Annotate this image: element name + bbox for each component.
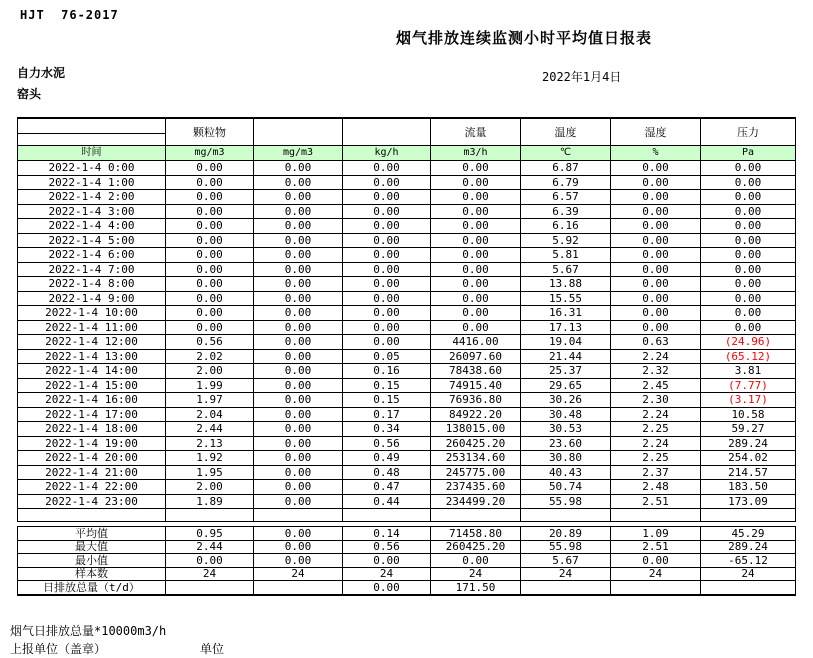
value-cell: 0.00 xyxy=(343,248,431,263)
value-cell: 0.00 xyxy=(611,291,701,306)
timestamp-cell: 2022-1-4 0:00 xyxy=(18,161,166,176)
summary-value-cell: 0.00 xyxy=(166,554,254,568)
value-cell: 2.00 xyxy=(166,480,254,495)
value-cell: 0.00 xyxy=(254,204,343,219)
timestamp-cell: 2022-1-4 18:00 xyxy=(18,422,166,437)
timestamp-cell: 2022-1-4 15:00 xyxy=(18,378,166,393)
value-cell: 3.81 xyxy=(701,364,796,379)
value-cell: 0.00 xyxy=(343,161,431,176)
value-cell: 0.00 xyxy=(611,175,701,190)
company-name: 自力水泥 xyxy=(17,66,66,80)
reporting-unit-seal-label: 上报单位（盖章） xyxy=(10,642,107,656)
value-cell: 0.00 xyxy=(254,248,343,263)
value-cell: 0.00 xyxy=(254,407,343,422)
value-cell: 0.00 xyxy=(431,320,521,335)
value-cell: 1.89 xyxy=(166,494,254,509)
value-cell: 21.44 xyxy=(521,349,611,364)
value-cell: 2.24 xyxy=(611,436,701,451)
summary-value-cell: 45.29 xyxy=(701,527,796,541)
value-cell: 0.00 xyxy=(166,190,254,205)
value-cell: 26097.60 xyxy=(431,349,521,364)
value-cell: 0.00 xyxy=(701,233,796,248)
table-body xyxy=(18,161,796,595)
value-cell: 0.00 xyxy=(254,190,343,205)
value-cell: 0.00 xyxy=(431,291,521,306)
value-cell: 2.24 xyxy=(611,407,701,422)
summary-value-cell xyxy=(254,581,343,595)
value-cell: 30.26 xyxy=(521,393,611,408)
value-cell: 2.02 xyxy=(166,349,254,364)
value-cell: 0.15 xyxy=(343,378,431,393)
value-cell: 0.00 xyxy=(343,204,431,219)
value-cell: 0.00 xyxy=(254,378,343,393)
value-cell: 0.00 xyxy=(431,233,521,248)
column-group-header: 温度 xyxy=(521,118,611,146)
value-cell: 0.00 xyxy=(431,175,521,190)
value-cell: 138015.00 xyxy=(431,422,521,437)
unit-header: mg/m3 xyxy=(166,146,254,161)
value-cell: 6.57 xyxy=(521,190,611,205)
value-cell: 2.37 xyxy=(611,465,701,480)
timestamp-cell: 2022-1-4 12:00 xyxy=(18,335,166,350)
value-cell: 0.00 xyxy=(431,204,521,219)
value-cell: 0.00 xyxy=(431,306,521,321)
summary-value-cell: 20.89 xyxy=(521,527,611,541)
value-cell: 0.00 xyxy=(254,291,343,306)
value-cell: 0.00 xyxy=(166,233,254,248)
value-cell: 0.00 xyxy=(254,306,343,321)
summary-value-cell xyxy=(166,581,254,595)
value-cell: 6.87 xyxy=(521,161,611,176)
value-cell: 0.00 xyxy=(254,465,343,480)
summary-value-cell: 1.09 xyxy=(611,527,701,541)
value-cell: 183.50 xyxy=(701,480,796,495)
value-cell: 0.00 xyxy=(611,320,701,335)
value-cell: 84922.20 xyxy=(431,407,521,422)
summary-value-cell: 71458.80 xyxy=(431,527,521,541)
value-cell: 30.80 xyxy=(521,451,611,466)
timestamp-cell: 2022-1-4 17:00 xyxy=(18,407,166,422)
value-cell: 0.00 xyxy=(254,451,343,466)
time-header-bottom-cell xyxy=(18,134,166,146)
timestamp-cell: 2022-1-4 20:00 xyxy=(18,451,166,466)
value-cell: 10.58 xyxy=(701,407,796,422)
value-cell: 50.74 xyxy=(521,480,611,495)
summary-label-cell: 最大值 xyxy=(18,540,166,554)
value-cell: 0.00 xyxy=(254,277,343,292)
value-cell: 2.30 xyxy=(611,393,701,408)
value-cell: 0.00 xyxy=(166,306,254,321)
value-cell: 6.79 xyxy=(521,175,611,190)
timestamp-cell: 2022-1-4 10:00 xyxy=(18,306,166,321)
value-cell: 0.00 xyxy=(166,320,254,335)
value-cell: 0.63 xyxy=(611,335,701,350)
value-cell: 2.25 xyxy=(611,451,701,466)
value-cell: 0.34 xyxy=(343,422,431,437)
empty-cell xyxy=(254,509,343,522)
value-cell: 0.00 xyxy=(343,306,431,321)
summary-value-cell xyxy=(701,581,796,595)
timestamp-cell: 2022-1-4 3:00 xyxy=(18,204,166,219)
value-cell: 0.00 xyxy=(254,349,343,364)
value-cell: 0.00 xyxy=(343,262,431,277)
value-cell: 0.00 xyxy=(431,190,521,205)
summary-value-cell: 2.51 xyxy=(611,540,701,554)
value-cell: 253134.60 xyxy=(431,451,521,466)
column-group-header xyxy=(254,118,343,146)
summary-value-cell: 24 xyxy=(701,567,796,581)
value-cell: 0.00 xyxy=(431,161,521,176)
value-cell: 0.00 xyxy=(166,248,254,263)
timestamp-cell: 2022-1-4 16:00 xyxy=(18,393,166,408)
value-cell: 0.00 xyxy=(611,277,701,292)
value-cell: 0.00 xyxy=(701,277,796,292)
summary-value-cell: 171.50 xyxy=(431,581,521,595)
value-cell: 0.00 xyxy=(254,335,343,350)
value-cell: 0.00 xyxy=(343,291,431,306)
value-cell: 214.57 xyxy=(701,465,796,480)
value-cell: 0.00 xyxy=(611,248,701,263)
empty-cell xyxy=(18,509,166,522)
summary-value-cell: 260425.20 xyxy=(431,540,521,554)
value-cell: 2.25 xyxy=(611,422,701,437)
value-cell: 0.00 xyxy=(701,262,796,277)
value-cell: 0.00 xyxy=(254,422,343,437)
column-group-header: 流量 xyxy=(431,118,521,146)
value-cell: 0.00 xyxy=(431,219,521,234)
value-cell: 29.65 xyxy=(521,378,611,393)
value-cell: 6.39 xyxy=(521,204,611,219)
value-cell: 0.00 xyxy=(166,175,254,190)
summary-label-cell: 日排放总量（t/d） xyxy=(18,581,166,595)
value-cell: 2.45 xyxy=(611,378,701,393)
value-cell: 234499.20 xyxy=(431,494,521,509)
value-cell: 0.00 xyxy=(166,161,254,176)
summary-value-cell: 0.00 xyxy=(254,527,343,541)
value-cell: 2.51 xyxy=(611,494,701,509)
time-column-label: 时间 xyxy=(18,146,166,161)
value-cell: 59.27 xyxy=(701,422,796,437)
value-cell: 0.00 xyxy=(343,335,431,350)
value-cell: 0.16 xyxy=(343,364,431,379)
empty-cell xyxy=(611,509,701,522)
summary-value-cell: 0.95 xyxy=(166,527,254,541)
timestamp-cell: 2022-1-4 14:00 xyxy=(18,364,166,379)
station-name: 窑头 xyxy=(17,87,42,101)
value-cell: 30.53 xyxy=(521,422,611,437)
value-cell: 0.00 xyxy=(701,204,796,219)
unit-header: kg/h xyxy=(343,146,431,161)
unit-header: m3/h xyxy=(431,146,521,161)
summary-value-cell xyxy=(521,581,611,595)
value-cell: 4416.00 xyxy=(431,335,521,350)
column-group-header: 颗粒物 xyxy=(166,118,254,146)
value-cell: 0.56 xyxy=(343,436,431,451)
value-cell: 2.32 xyxy=(611,364,701,379)
value-cell: 0.00 xyxy=(343,219,431,234)
timestamp-cell: 2022-1-4 23:00 xyxy=(18,494,166,509)
summary-value-cell: 24 xyxy=(521,567,611,581)
value-cell: 40.43 xyxy=(521,465,611,480)
summary-value-cell xyxy=(611,581,701,595)
value-cell: 0.00 xyxy=(701,190,796,205)
unit-label: 单位 xyxy=(200,642,225,656)
summary-value-cell: 24 xyxy=(431,567,521,581)
table-header xyxy=(18,118,796,161)
value-cell: 237435.60 xyxy=(431,480,521,495)
value-cell: 2.13 xyxy=(166,436,254,451)
empty-cell xyxy=(166,509,254,522)
timestamp-cell: 2022-1-4 7:00 xyxy=(18,262,166,277)
value-cell: 1.95 xyxy=(166,465,254,480)
value-cell: 2.04 xyxy=(166,407,254,422)
value-cell: 0.00 xyxy=(611,219,701,234)
value-cell: 0.00 xyxy=(343,175,431,190)
empty-cell xyxy=(343,509,431,522)
value-cell: 0.00 xyxy=(254,480,343,495)
report-title: 烟气排放连续监测小时平均值日报表 xyxy=(396,29,653,47)
value-cell: 0.00 xyxy=(343,233,431,248)
unit-header: % xyxy=(611,146,701,161)
empty-cell xyxy=(521,509,611,522)
timestamp-cell: 2022-1-4 5:00 xyxy=(18,233,166,248)
value-cell: 25.37 xyxy=(521,364,611,379)
timestamp-cell: 2022-1-4 21:00 xyxy=(18,465,166,480)
value-cell: 0.48 xyxy=(343,465,431,480)
summary-value-cell: 24 xyxy=(254,567,343,581)
summary-value-cell: 0.00 xyxy=(343,581,431,595)
value-cell: 0.05 xyxy=(343,349,431,364)
value-cell: 2.24 xyxy=(611,349,701,364)
summary-value-cell: 0.00 xyxy=(611,554,701,568)
value-cell: 0.00 xyxy=(431,262,521,277)
footnote-flow-scale: 烟气日排放总量*10000m3/h xyxy=(10,624,167,638)
value-cell: 0.44 xyxy=(343,494,431,509)
timestamp-cell: 2022-1-4 4:00 xyxy=(18,219,166,234)
value-cell: 260425.20 xyxy=(431,436,521,451)
value-cell: 0.00 xyxy=(611,190,701,205)
value-cell: 0.56 xyxy=(166,335,254,350)
value-cell: 173.09 xyxy=(701,494,796,509)
summary-value-cell: 0.00 xyxy=(254,554,343,568)
summary-value-cell: 0.14 xyxy=(343,527,431,541)
value-cell: 0.00 xyxy=(701,175,796,190)
value-cell: 245775.00 xyxy=(431,465,521,480)
summary-value-cell: 24 xyxy=(166,567,254,581)
value-cell: 0.00 xyxy=(701,291,796,306)
value-cell: 5.92 xyxy=(521,233,611,248)
timestamp-cell: 2022-1-4 13:00 xyxy=(18,349,166,364)
value-cell: 2.44 xyxy=(166,422,254,437)
value-cell: 5.67 xyxy=(521,262,611,277)
empty-cell xyxy=(431,509,521,522)
timestamp-cell: 2022-1-4 1:00 xyxy=(18,175,166,190)
value-cell: 289.24 xyxy=(701,436,796,451)
value-cell: 0.00 xyxy=(254,494,343,509)
value-cell: 0.00 xyxy=(254,175,343,190)
value-cell: 5.81 xyxy=(521,248,611,263)
value-cell: 0.00 xyxy=(254,262,343,277)
value-cell: 17.13 xyxy=(521,320,611,335)
value-cell: 0.00 xyxy=(343,320,431,335)
summary-value-cell: 0.56 xyxy=(343,540,431,554)
value-cell: 254.02 xyxy=(701,451,796,466)
summary-label-cell: 平均值 xyxy=(18,527,166,541)
value-cell: 55.98 xyxy=(521,494,611,509)
value-cell: 0.00 xyxy=(254,364,343,379)
summary-value-cell: 24 xyxy=(611,567,701,581)
value-cell: 0.00 xyxy=(254,161,343,176)
value-cell: 0.00 xyxy=(254,233,343,248)
summary-label-cell: 样本数 xyxy=(18,567,166,581)
value-cell: 74915.40 xyxy=(431,378,521,393)
report-date: 2022年1月4日 xyxy=(542,70,622,84)
monitoring-data-table xyxy=(17,117,796,596)
value-cell: 0.49 xyxy=(343,451,431,466)
value-cell: 0.00 xyxy=(166,291,254,306)
summary-value-cell: 55.98 xyxy=(521,540,611,554)
timestamp-cell: 2022-1-4 9:00 xyxy=(18,291,166,306)
value-cell: 0.15 xyxy=(343,393,431,408)
column-group-header: 压力 xyxy=(701,118,796,146)
value-cell: 0.00 xyxy=(701,219,796,234)
value-cell: 30.48 xyxy=(521,407,611,422)
value-cell: 0.00 xyxy=(343,190,431,205)
value-cell: 0.00 xyxy=(166,262,254,277)
column-group-header xyxy=(343,118,431,146)
value-cell: 0.00 xyxy=(611,161,701,176)
value-cell: 23.60 xyxy=(521,436,611,451)
value-cell: 1.99 xyxy=(166,378,254,393)
value-cell: 0.00 xyxy=(254,436,343,451)
summary-value-cell: -65.12 xyxy=(701,554,796,568)
timestamp-cell: 2022-1-4 11:00 xyxy=(18,320,166,335)
value-cell: (3.17) xyxy=(701,393,796,408)
value-cell: 0.00 xyxy=(611,233,701,248)
summary-label-cell: 最小值 xyxy=(18,554,166,568)
unit-header: mg/m3 xyxy=(254,146,343,161)
value-cell: 6.16 xyxy=(521,219,611,234)
value-cell: 0.00 xyxy=(343,277,431,292)
value-cell: 0.00 xyxy=(701,161,796,176)
summary-value-cell: 0.00 xyxy=(431,554,521,568)
value-cell: (65.12) xyxy=(701,349,796,364)
summary-value-cell: 5.67 xyxy=(521,554,611,568)
timestamp-cell: 2022-1-4 2:00 xyxy=(18,190,166,205)
value-cell: 0.00 xyxy=(701,248,796,263)
value-cell: 0.00 xyxy=(701,306,796,321)
value-cell: 0.00 xyxy=(611,262,701,277)
value-cell: (24.96) xyxy=(701,335,796,350)
value-cell: (7.77) xyxy=(701,378,796,393)
summary-value-cell: 24 xyxy=(343,567,431,581)
value-cell: 15.55 xyxy=(521,291,611,306)
time-header-top-cell xyxy=(18,118,166,134)
unit-header: ℃ xyxy=(521,146,611,161)
column-group-header: 湿度 xyxy=(611,118,701,146)
value-cell: 0.00 xyxy=(431,248,521,263)
timestamp-cell: 2022-1-4 6:00 xyxy=(18,248,166,263)
value-cell: 0.00 xyxy=(166,204,254,219)
value-cell: 0.00 xyxy=(701,320,796,335)
value-cell: 78438.60 xyxy=(431,364,521,379)
value-cell: 2.00 xyxy=(166,364,254,379)
value-cell: 76936.80 xyxy=(431,393,521,408)
value-cell: 0.00 xyxy=(166,277,254,292)
unit-header: Pa xyxy=(701,146,796,161)
value-cell: 0.00 xyxy=(166,219,254,234)
value-cell: 13.88 xyxy=(521,277,611,292)
timestamp-cell: 2022-1-4 19:00 xyxy=(18,436,166,451)
summary-value-cell: 0.00 xyxy=(254,540,343,554)
standard-code: HJT 76-2017 xyxy=(20,8,119,22)
value-cell: 0.00 xyxy=(611,306,701,321)
timestamp-cell: 2022-1-4 8:00 xyxy=(18,277,166,292)
value-cell: 0.00 xyxy=(254,219,343,234)
value-cell: 19.04 xyxy=(521,335,611,350)
timestamp-cell: 2022-1-4 22:00 xyxy=(18,480,166,495)
value-cell: 0.00 xyxy=(611,204,701,219)
value-cell: 0.00 xyxy=(254,393,343,408)
summary-value-cell: 2.44 xyxy=(166,540,254,554)
value-cell: 1.92 xyxy=(166,451,254,466)
empty-cell xyxy=(701,509,796,522)
value-cell: 0.17 xyxy=(343,407,431,422)
value-cell: 0.47 xyxy=(343,480,431,495)
value-cell: 1.97 xyxy=(166,393,254,408)
value-cell: 2.48 xyxy=(611,480,701,495)
value-cell: 16.31 xyxy=(521,306,611,321)
value-cell: 0.00 xyxy=(254,320,343,335)
summary-value-cell: 0.00 xyxy=(343,554,431,568)
value-cell: 0.00 xyxy=(431,277,521,292)
summary-value-cell: 289.24 xyxy=(701,540,796,554)
